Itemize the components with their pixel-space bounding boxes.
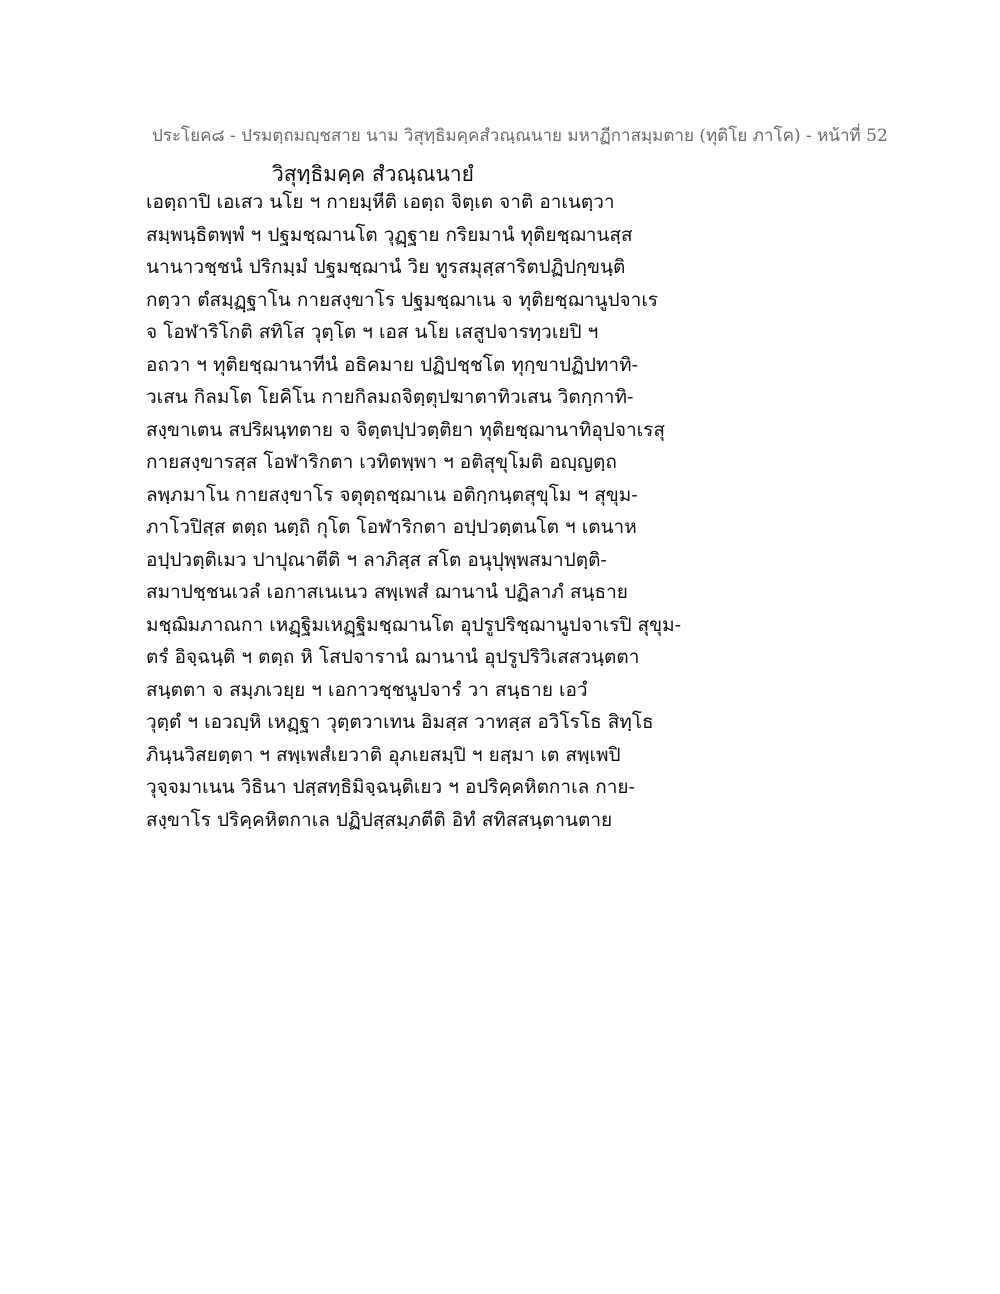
- body-line: วุจฺจมาเนน วิธินา ปสฺสทฺธิมิจฺฉนฺติเยว ฯ อปริคฺคหิตกาเล กาย-: [146, 776, 635, 798]
- body-line: วุตฺตํ ฯ เอวญฺหิ เหฏฺฐา วุตฺตวาเทน อิมสฺส วาทสฺส อวิโรโธ สิทฺโธ: [146, 711, 654, 733]
- running-header: ประโยค๘ - ปรมตฺถมญฺชสาย นาม วิสุทฺธิมคฺคสํวณฺณนาย มหาฏีกาสมฺมตาย (ทุติโย ภาโค) - หน้าที่ 52: [152, 126, 888, 146]
- body-line: อปฺปวตฺติเมว ปาปุณาตีติ ฯ ลาภิสฺส สโต อนุปุพฺพสมาปตฺติ-: [146, 548, 607, 571]
- body-line: ภินฺนวิสยตฺตา ฯ สพฺเพสํเยวาติ อุภเยสมฺปิ ฯ ยสฺมา เต สพฺเพปิ: [146, 743, 621, 766]
- body-line: สมาปชฺชนเวลํ เอกาสเนเนว สพฺเพสํ ฌานานํ ปฏิลาภํ สนฺธาย: [146, 581, 628, 603]
- body-line: นานาวชฺชนํ ปริกมฺมํ ปฐมชฺฌานํ วิย ทูรสมุสฺสาริตปฏิปกฺขนฺติ: [146, 256, 626, 278]
- body-line: สนฺตตา จ สมฺภเวยฺย ฯ เอกาวชฺชนูปจารํ วา สนฺธาย เอวํ: [146, 678, 588, 701]
- body-line: เอตฺถาปิ เอเสว นโย ฯ กายมฺหีติ เอตฺถ จิตฺเต จาติ อาเนตฺวา: [146, 191, 615, 213]
- body-line: วเสน กิลมโต โยคิโน กายกิลมถจิตฺตุปฆาตาทิวเสน วิตกฺกาทิ-: [146, 386, 634, 408]
- body-line: สงฺขาเตน สปริผนฺทตาย จ จิตฺตปฺปวตฺติยา ทุติยชฺฌานาทิอุปจาเรสุ: [146, 418, 665, 441]
- body-text: [146, 172, 706, 836]
- body-line: จ โอฬาริโกติ สทิโส วุตฺโต ฯ เอส นโย เสสูปจารทฺวเยปิ ฯ: [146, 321, 599, 343]
- body-line: มชฺฌิมภาณกา เหฏฺฐิมเหฏฺฐิมชฺฌานโต อุปรูปริชฺฌานูปจาเรปิ สุขุม-: [146, 613, 682, 636]
- body-line: อถวา ฯ ทุติยชฺฌานาทีนํ อธิคมาย ปฏิปชฺชโต ทุกฺขาปฏิปทาทิ-: [146, 353, 639, 376]
- section-title: วิสุทฺธิมคฺค สํวณฺณนายํ: [272, 162, 474, 186]
- body-line: ภาโวปิสฺส ตตฺถ นตฺถิ กุโต โอฬาริกตา อปฺปวตฺตนโต ฯ เตนาห: [146, 516, 637, 538]
- body-line: สงฺขาโร ปริคฺคหิตกาเล ปฏิปสฺสมฺภตีติ อิทํ สทิสสนฺตานตาย: [146, 808, 613, 831]
- body-line: กายสงฺขารสฺส โอฬาริกตา เวทิตพฺพา ฯ อติสุขุโมติ อญฺญตฺถ: [146, 451, 617, 473]
- body-line: สมฺพนฺธิตพฺพํ ฯ ปฐมชฺฌานโต วุฏฺฐาย กริยมานํ ทุติยชฺฌานสฺส: [146, 223, 633, 246]
- body-line: ตรํ อิจฺฉนฺติ ฯ ตตฺถ หิ โสปจารานํ ฌานานํ อุปรูปริวิเสสวนฺตตา: [146, 646, 640, 668]
- body-line: กตฺวา ตํสมฺฏฺฐาโน กายสงฺขาโร ปฐมชฺฌาเน จ ทุติยชฺฌานูปจาเร: [146, 288, 659, 311]
- body-line: ลพฺภมาโน กายสงฺขาโร จตุตฺถชฺฌาเน อติกฺกนฺตสุขุโม ฯ สุขุม-: [146, 483, 638, 506]
